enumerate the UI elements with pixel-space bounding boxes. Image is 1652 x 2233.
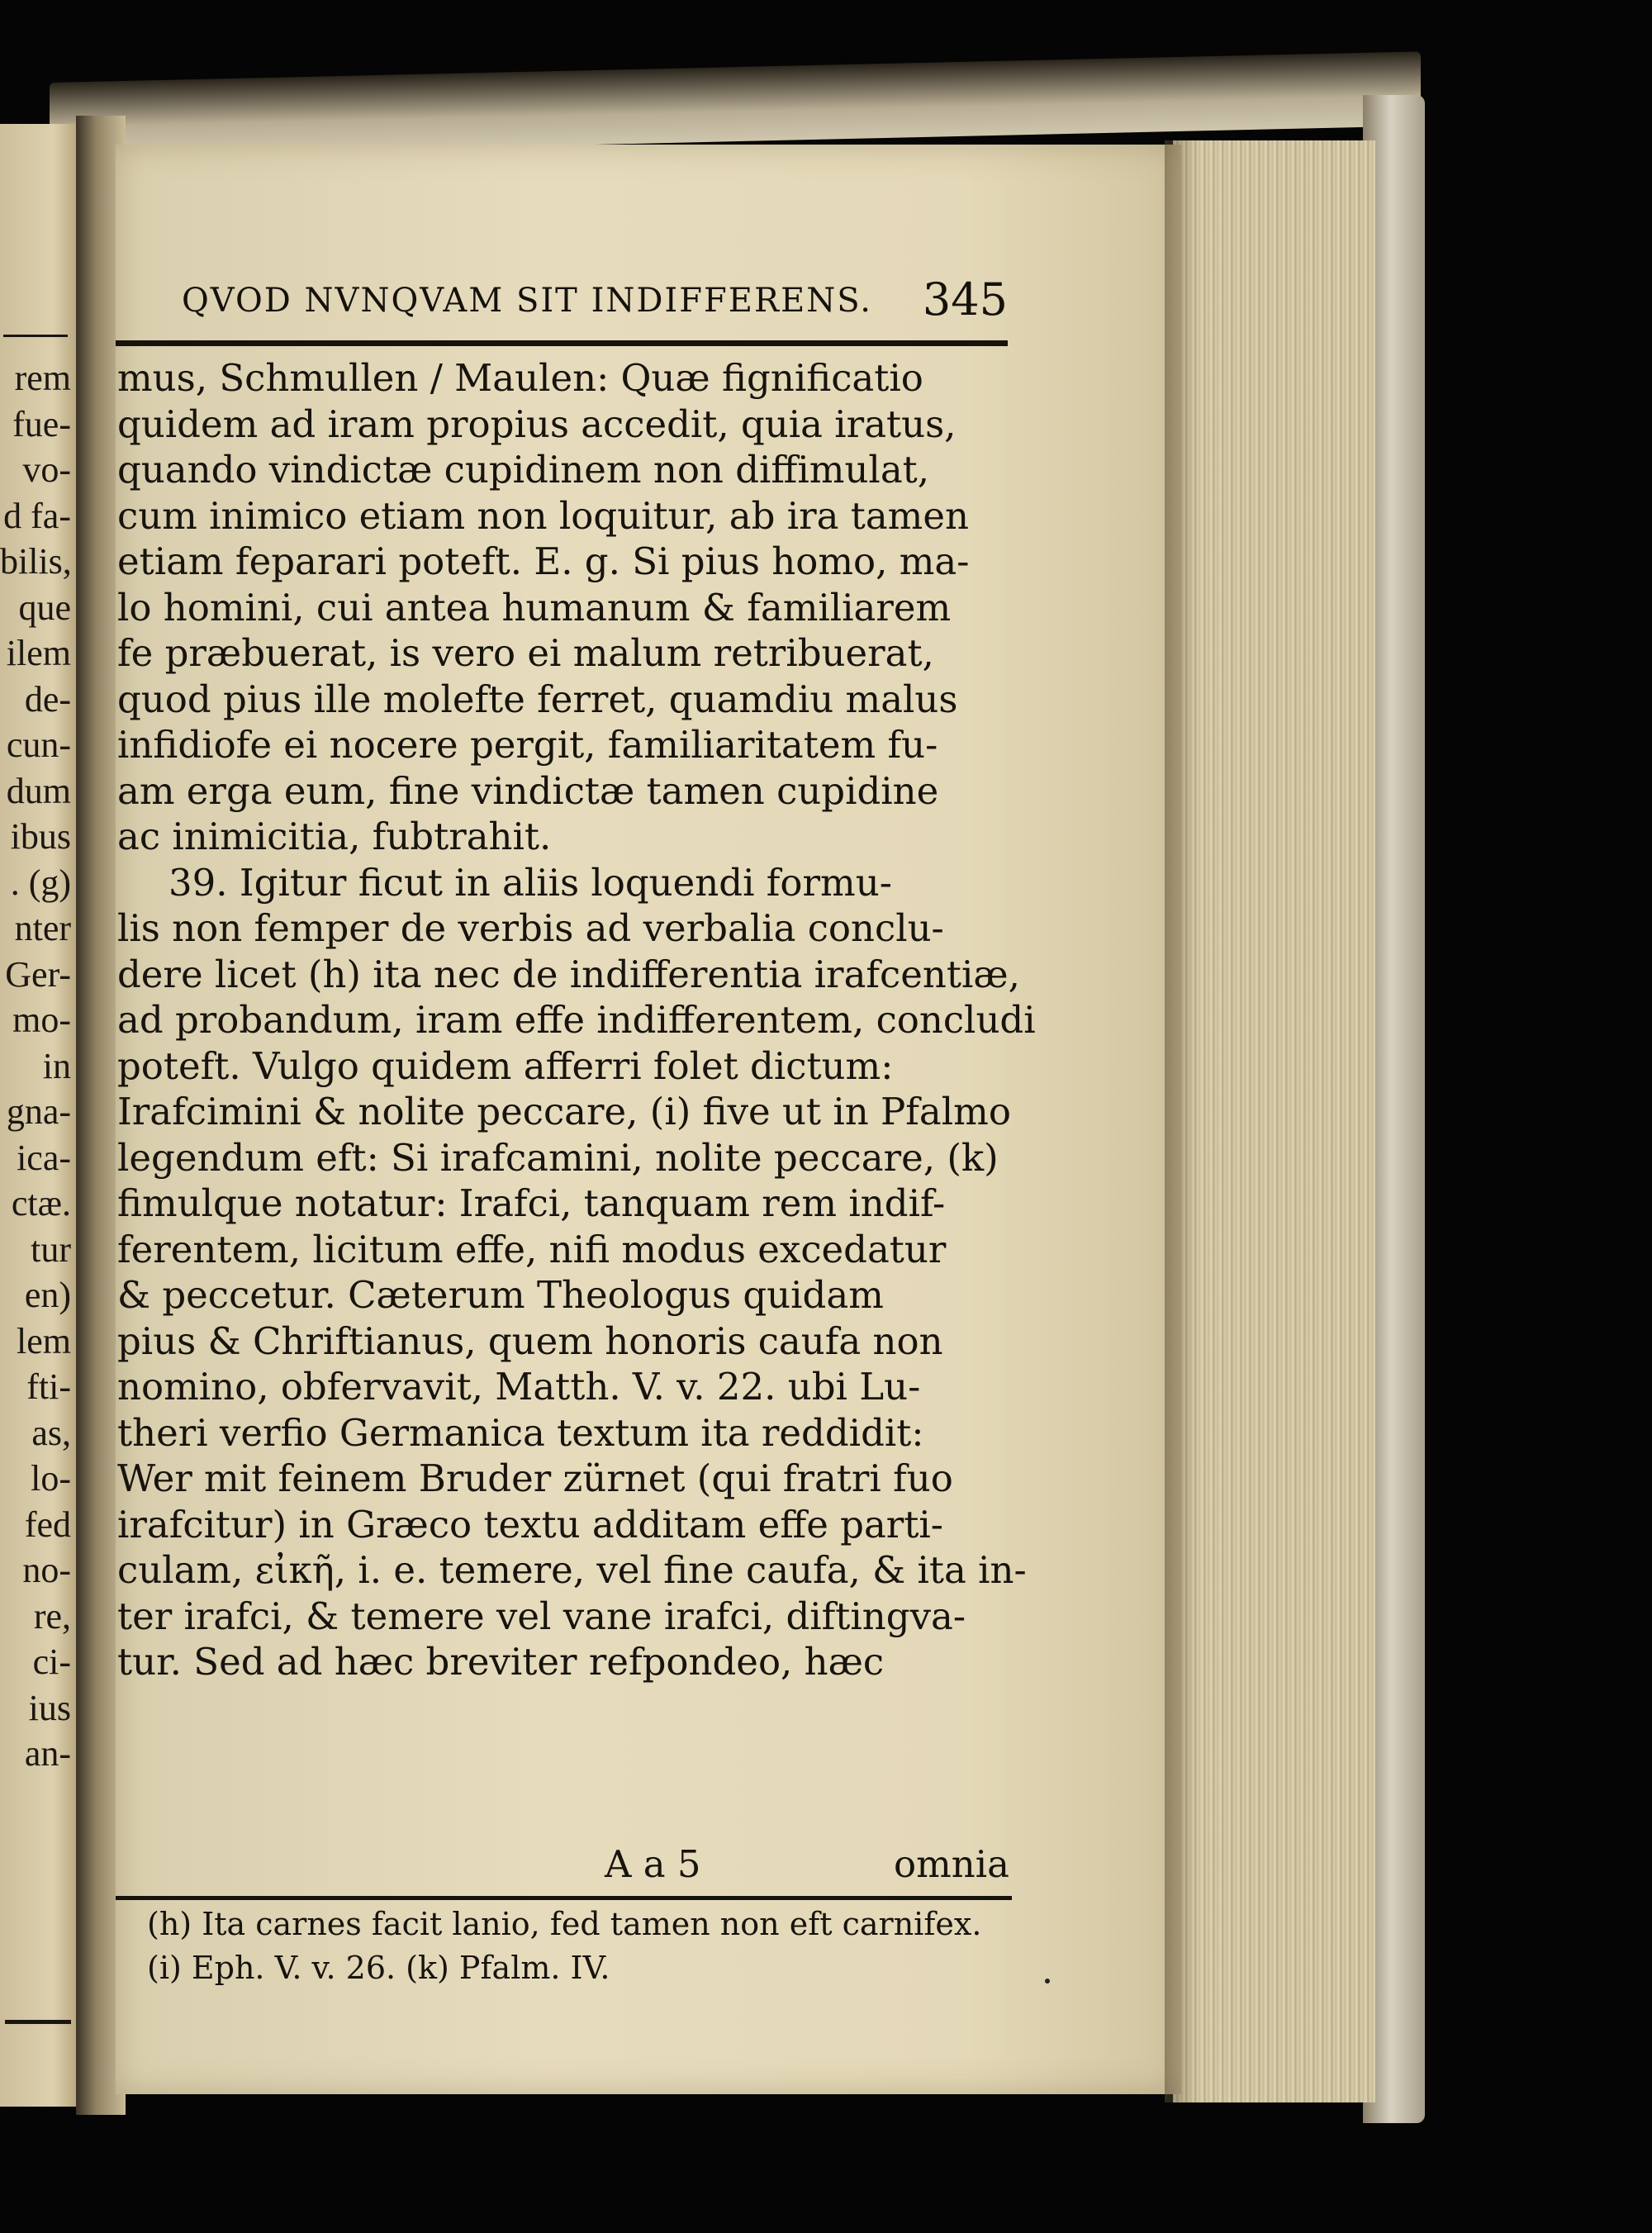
previous-page-fragment: de- xyxy=(24,678,71,720)
previous-page-fragment: d fa- xyxy=(3,495,71,536)
text-line: ad probandum, iram effe indifferentem, concludi xyxy=(117,998,1036,1042)
text-line: nomino, obfervavit, Matth. V. v. 22. ubi Lu- xyxy=(117,1365,921,1409)
footnote-i-k: (i) Eph. V. v. 26. (k) Pfalm. IV. xyxy=(147,1950,610,1986)
previous-page-fragment: lo- xyxy=(31,1458,71,1499)
text-line: fimulque notatur: Irafci, tanquam rem indif- xyxy=(117,1181,946,1225)
previous-page-fragment: ica- xyxy=(17,1137,71,1178)
previous-page-fragment: no- xyxy=(22,1550,71,1590)
text-line: quando vindictæ cupidinem non diffimulat, xyxy=(117,448,930,492)
previous-page-fragment: cun- xyxy=(6,725,71,765)
previous-page-strip xyxy=(0,124,76,2107)
previous-page-fragment: fti- xyxy=(26,1366,71,1407)
text-line: pius & Chriftianus, quem honoris caufa non xyxy=(117,1318,943,1363)
text-line: mus, Schmullen / Maulen: Quæ fignificatio xyxy=(117,356,923,400)
previous-page-text-fragments xyxy=(0,355,76,1777)
text-line: legendum eft: Si irafcamini, nolite peccare, (k) xyxy=(117,1135,999,1180)
previous-page-fragment: vo- xyxy=(22,449,71,490)
catchword: omnia xyxy=(894,1842,1009,1886)
ink-speck xyxy=(1045,1979,1050,1984)
text-line: tur. Sed ad hæc breviter refpondeo, hæc xyxy=(117,1640,885,1684)
text-line: theri verfio Germanica textum ita reddidit: xyxy=(117,1410,924,1455)
text-line: poteft. Vulgo quidem afferri folet dictum: xyxy=(117,1043,894,1088)
text-line: am erga eum, fine vindictæ tamen cupidine xyxy=(117,768,939,813)
previous-page-fragment: que xyxy=(18,587,71,628)
previous-page-fragment: fed xyxy=(24,1504,71,1545)
text-line: 39. Igitur ficut in aliis loquendi formu- xyxy=(169,860,892,905)
previous-page-fragment: ibus xyxy=(10,816,71,857)
text-line: quod pius ille molefte ferret, quamdiu malus xyxy=(117,677,958,721)
text-line: lis non femper de verbis ad verbalia conclu- xyxy=(117,906,944,950)
signature-mark: A a 5 xyxy=(605,1842,701,1886)
previous-page-fragment: nter xyxy=(14,908,71,948)
previous-page-fragment: en) xyxy=(24,1275,71,1315)
text-line: ac inimicitia, fubtrahit. xyxy=(117,815,552,858)
text-line: dere licet (h) ita nec de indifferentia irafcentiæ, xyxy=(117,952,1020,996)
previous-page-head-rule xyxy=(3,335,68,337)
previous-page-fragment: in xyxy=(42,1045,71,1086)
text-line: irafcitur) in Græco textu additam effe parti- xyxy=(117,1502,943,1546)
running-head: QVOD NVNQVAM SIT INDIFFERENS. xyxy=(182,282,872,320)
text-line: fe præbuerat, is vero ei malum retribuerat, xyxy=(117,631,934,675)
previous-page-fragment: lem xyxy=(17,1320,71,1361)
previous-page-fragment: ci- xyxy=(32,1641,71,1682)
text-line: ferentem, licitum effe, nifi modus excedatur xyxy=(117,1227,947,1271)
previous-page-fragment: an- xyxy=(24,1733,71,1774)
text-line: Irafcimini & nolite peccare, (i) five ut in Pfalmo xyxy=(117,1090,1011,1133)
text-line: culam, εἰκῆ, i. e. temere, vel fine caufa, & ita in- xyxy=(117,1548,1027,1592)
page-number: 345 xyxy=(922,273,1008,325)
previous-page-fragment: ilem xyxy=(6,633,71,673)
text-line: & peccetur. Cæterum Theologus quidam xyxy=(117,1273,884,1317)
previous-page-fragment: gna- xyxy=(6,1091,71,1132)
page-edge-shadow xyxy=(1165,140,1198,2102)
text-line: Wer mit feinem Bruder zürnet (qui fratri fuo xyxy=(117,1456,953,1500)
footnotes xyxy=(147,1903,1023,1990)
previous-page-fragment: . (g) xyxy=(10,862,71,903)
previous-page-fragment: dum xyxy=(6,770,71,811)
previous-page-fragment: Ger- xyxy=(5,953,71,995)
text-line: lo homini, cui antea humanum & familiarem xyxy=(117,585,952,630)
previous-page-fragment: mo- xyxy=(12,1000,71,1040)
footnote-rule xyxy=(116,1896,1012,1900)
previous-page-fragment: re, xyxy=(33,1595,71,1637)
text-line: infidiofe ei nocere pergit, familiaritatem fu- xyxy=(117,723,938,767)
text-line: etiam feparari poteft. E. g. Si pius homo, ma- xyxy=(117,539,970,583)
previous-page-fragment: tur xyxy=(31,1228,71,1270)
text-line: quidem ad iram propius accedit, quia iratus, xyxy=(117,401,957,446)
page-fore-edge xyxy=(1173,140,1375,2102)
previous-page-fragment: fue- xyxy=(12,403,71,444)
previous-page-fragment: as, xyxy=(31,1412,71,1453)
header-rule xyxy=(116,340,1008,346)
previous-page-fragment: rem xyxy=(14,358,71,398)
previous-page-foot-rule xyxy=(5,2020,71,2024)
text-line: cum inimico etiam non loquitur, ab ira tamen xyxy=(117,493,969,538)
page-header xyxy=(182,273,1008,326)
previous-page-fragment: bilis, xyxy=(0,541,72,582)
footnote-h: (h) Ita carnes facit lanio, fed tamen non eft carnifex. xyxy=(147,1906,982,1942)
text-line: ter irafci, & temere vel vane irafci, diftingva- xyxy=(117,1594,966,1638)
catchline xyxy=(117,1842,1009,1889)
previous-page-fragment: ius xyxy=(28,1687,71,1728)
previous-page-fragment: ctæ. xyxy=(11,1183,71,1223)
body-text xyxy=(117,355,1036,1685)
